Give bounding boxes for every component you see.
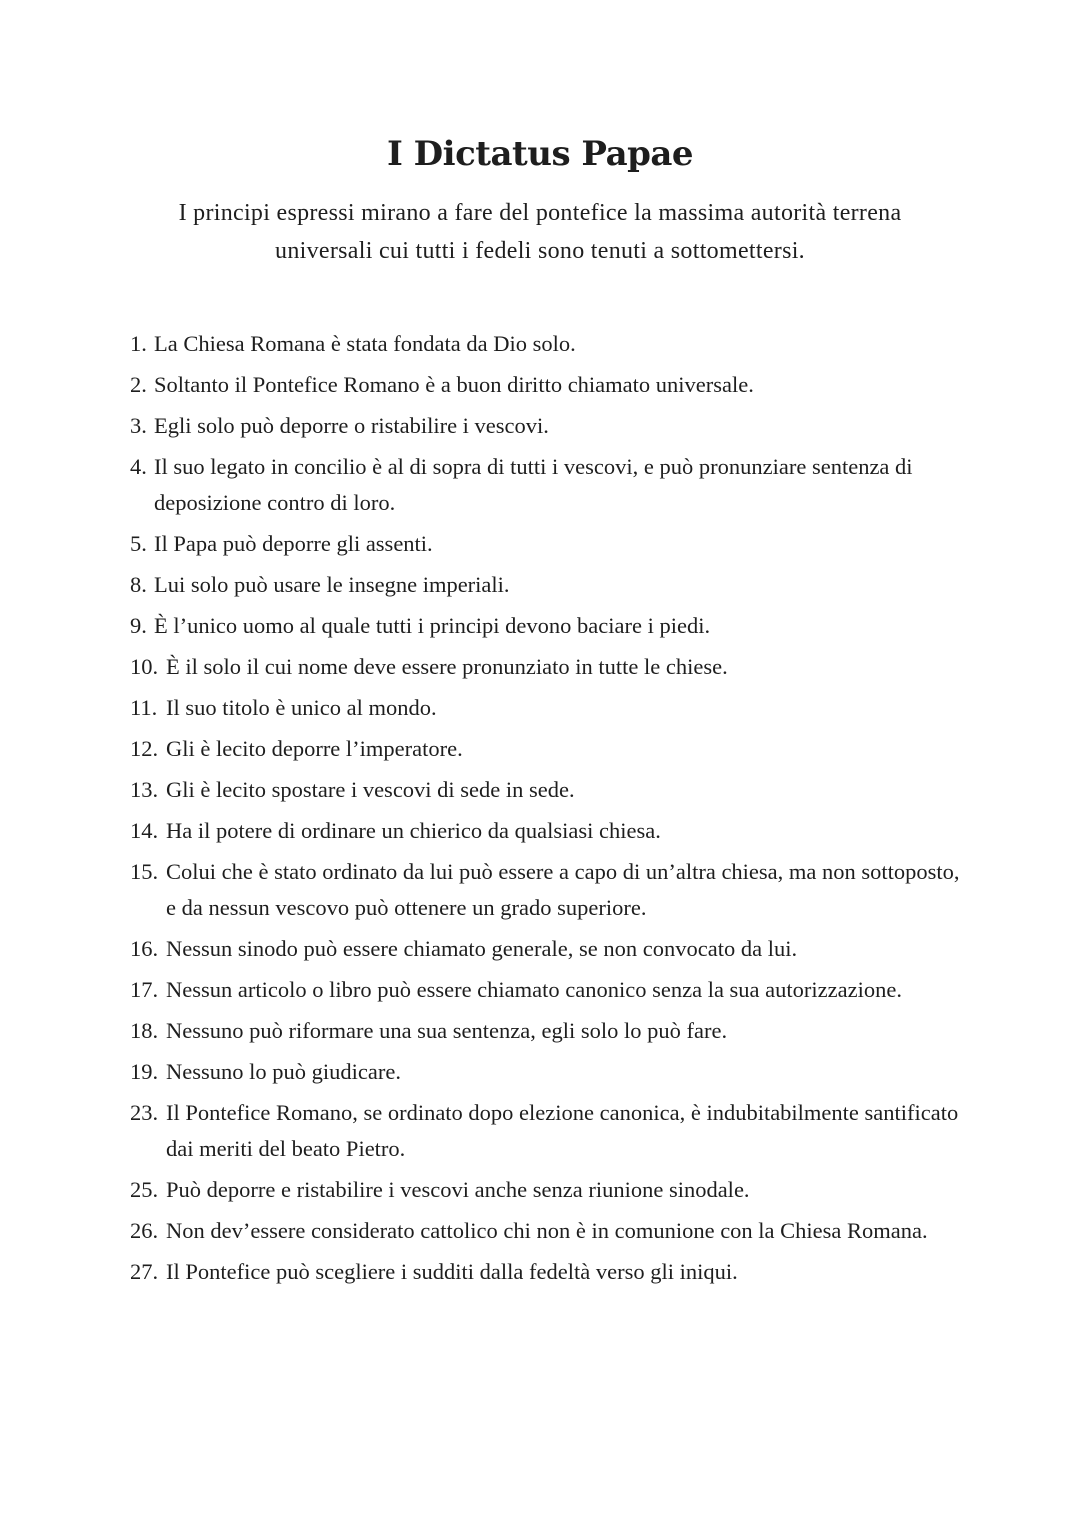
list-item xyxy=(130,526,960,562)
list-item-number: 18. xyxy=(130,1018,159,1043)
list-item-text: Gli è lecito deporre l’imperatore. xyxy=(166,736,463,761)
list-item-text: Egli solo può deporre o ristabilire i vescovi. xyxy=(154,413,549,438)
list-item-text: È il solo il cui nome deve essere pronunziato in tutte le chiese. xyxy=(166,654,728,679)
list-item xyxy=(130,567,960,603)
page-subtitle: I principi espressi mirano a fare del pontefice la massima autorità terrena universali cui tutti i fedeli sono tenuti a sottomettersi. xyxy=(178,200,902,264)
list-item xyxy=(130,772,960,808)
list-item xyxy=(130,408,960,444)
list-item xyxy=(130,813,960,849)
list-item-number: 12. xyxy=(130,736,159,761)
list-item-number: 27. xyxy=(130,1259,159,1284)
list-item-number: 5. xyxy=(130,531,147,556)
list-item-text: Non dev’essere considerato cattolico chi non è in comunione con la Chiesa Romana. xyxy=(166,1218,928,1243)
list-item-number: 16. xyxy=(130,936,159,961)
list-item-number: 17. xyxy=(130,977,159,1002)
list-item xyxy=(130,367,960,403)
list-item xyxy=(130,649,960,685)
list-item-text: Nessun sinodo può essere chiamato generale, se non convocato da lui. xyxy=(166,936,798,961)
list-item-number: 10. xyxy=(130,654,159,679)
list-item-text: Gli è lecito spostare i vescovi di sede in sede. xyxy=(166,777,575,802)
list-item-text: Soltanto il Pontefice Romano è a buon diritto chiamato universale. xyxy=(154,372,754,397)
list-item-text: La Chiesa Romana è stata fondata da Dio solo. xyxy=(154,331,576,356)
list-item xyxy=(130,972,960,1008)
list-item-text: È l’unico uomo al quale tutti i principi devono baciare i piedi. xyxy=(154,613,711,638)
list-item-number: 4. xyxy=(130,454,147,479)
list-item xyxy=(130,731,960,767)
list-item-text: Il suo titolo è unico al mondo. xyxy=(166,695,437,720)
list-item-text: Il Pontefice può scegliere i sudditi dalla fedeltà verso gli iniqui. xyxy=(166,1259,738,1284)
list-item-number: 25. xyxy=(130,1177,159,1202)
list-item xyxy=(130,1054,960,1090)
list-item-number: 9. xyxy=(130,613,147,638)
list-item xyxy=(130,1172,960,1208)
list-item xyxy=(130,326,960,362)
list-item-number: 15. xyxy=(130,859,159,884)
list-item-number: 26. xyxy=(130,1218,159,1243)
page-title: I Dictatus Papae xyxy=(386,134,694,174)
list-item-number: 3. xyxy=(130,413,147,438)
list-item-text: Colui che è stato ordinato da lui può essere a capo di un’altra chiesa, ma non sottoposto, e da nessun vescovo può ottenere un grado superiore. xyxy=(166,859,960,920)
list-item-number: 2. xyxy=(130,372,147,397)
list-item xyxy=(130,449,960,521)
list-item xyxy=(130,1213,960,1249)
list-item xyxy=(130,608,960,644)
list-item xyxy=(130,1254,960,1290)
list-item-text: Nessuno lo può giudicare. xyxy=(166,1059,401,1084)
list-item-text: Nessun articolo o libro può essere chiamato canonico senza la sua autorizzazione. xyxy=(166,977,902,1002)
list-item-text: Il suo legato in concilio è al di sopra di tutti i vescovi, e può pronunziare sentenza di deposizione contro di loro. xyxy=(154,454,913,515)
list-item-text: Ha il potere di ordinare un chierico da qualsiasi chiesa. xyxy=(166,818,661,843)
list-item-number: 1. xyxy=(130,331,147,356)
list-item xyxy=(130,931,960,967)
list-item-number: 19. xyxy=(130,1059,159,1084)
list-item xyxy=(130,854,960,926)
list-item-number: 8. xyxy=(130,572,147,597)
list-item-text: Può deporre e ristabilire i vescovi anche senza riunione sinodale. xyxy=(166,1177,750,1202)
list-item-number: 14. xyxy=(130,818,159,843)
list-item-number: 11. xyxy=(130,695,158,720)
list-item-text: Il Papa può deporre gli assenti. xyxy=(154,531,433,556)
list-item-number: 13. xyxy=(130,777,159,802)
dictatus-list xyxy=(130,326,960,1295)
list-item-text: Lui solo può usare le insegne imperiali. xyxy=(154,572,510,597)
list-item xyxy=(130,690,960,726)
list-item-text: Nessuno può riformare una sua sentenza, egli solo lo può fare. xyxy=(166,1018,728,1043)
list-item-text: Il Pontefice Romano, se ordinato dopo elezione canonica, è indubitabilmente santificato dai meriti del beato Pietro. xyxy=(166,1100,959,1161)
list-item-number: 23. xyxy=(130,1100,159,1125)
list-item xyxy=(130,1095,960,1167)
list-item xyxy=(130,1013,960,1049)
